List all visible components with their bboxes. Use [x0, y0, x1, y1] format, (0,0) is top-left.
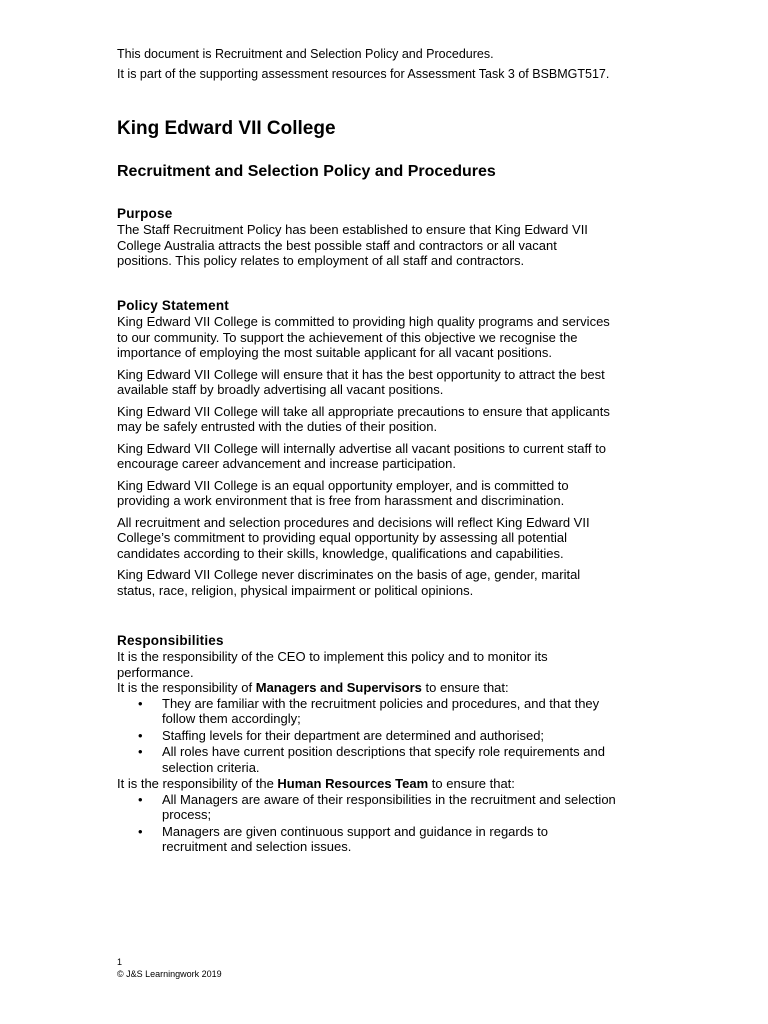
policy-paragraph [117, 367, 657, 398]
policy-line: All recruitment and selection procedures and decisions will reflect King Edward VII [117, 514, 590, 530]
policy-line: College’s commitment to providing equal opportunity by assessing all potential [117, 530, 567, 545]
policy-paragraph [117, 478, 657, 509]
list-item-line: All Managers are aware of their responsibilities in the recruitment and selection [162, 791, 616, 807]
policy-line: may be safely entrusted with the duties of their position. [117, 419, 438, 434]
bullet: • [138, 791, 143, 807]
bullet: • [138, 744, 143, 759]
hr-intro [117, 776, 657, 792]
purpose-paragraph [117, 222, 657, 269]
managers-suffix: to ensure that: [421, 680, 509, 695]
list-item [138, 791, 657, 823]
purpose-heading: Purpose [117, 206, 173, 221]
hr-role: Human Resources Team [277, 776, 429, 791]
policy-paragraph [117, 567, 657, 598]
policy-line: King Edward VII College never discriminates on the basis of age, gender, marital [117, 567, 581, 582]
policy-line: King Edward VII College is an equal opportunity employer, and is committed to [117, 477, 569, 493]
policy-paragraph [117, 314, 657, 361]
policy-line: available staff by broadly advertising all vacant positions. [117, 382, 444, 397]
policy-paragraph [117, 515, 657, 562]
list-item-line: follow them accordingly; [162, 711, 301, 726]
responsibilities-section [117, 633, 657, 856]
list-item-line: recruitment and selection issues. [162, 839, 352, 854]
ceo-line: It is the responsibility of the CEO to implement this policy and to monitor its [117, 649, 548, 664]
hr-prefix: It is the responsibility of the [117, 776, 278, 791]
purpose-section [117, 206, 657, 269]
document-title: Recruitment and Selection Policy and Procedures [117, 163, 496, 180]
policy-line: candidates according to their skills, knowledge, qualifications and capabilities. [117, 545, 564, 561]
policy-line: King Edward VII College will take all appropriate precautions to ensure that applicants [117, 403, 610, 419]
college-name: King Edward VII College [117, 118, 336, 139]
list-item [138, 695, 657, 727]
policy-line: encourage career advancement and increase participation. [117, 456, 456, 471]
policy-paragraph [117, 441, 657, 472]
intro-line-2: It is part of the supporting assessment resources for Assessment Task 3 of BSBMGT517. [117, 67, 610, 81]
intro-note [117, 44, 609, 84]
copyright-notice: © J&S Learningwork 2019 [117, 969, 222, 979]
list-item-line: Managers are given continuous support and guidance in regards to [162, 823, 548, 839]
policy-line: to our community. To support the achievement of this objective we recognise the [117, 329, 578, 345]
policy-line: status, race, religion, physical impairment or political opinions. [117, 582, 474, 598]
hr-list [117, 792, 657, 855]
managers-prefix: It is the responsibility of [117, 680, 256, 695]
list-item-line: All roles have current position descriptions that specify role requirements and [162, 744, 605, 759]
hr-suffix: to ensure that: [428, 776, 515, 791]
bullet: • [138, 823, 143, 839]
responsibilities-heading: Responsibilities [117, 633, 224, 648]
list-item [138, 823, 657, 855]
policy-line: King Edward VII College is committed to providing high quality programs and services [117, 314, 610, 329]
policy-line: King Edward VII College will ensure that it has the best opportunity to attract the best [117, 366, 605, 382]
policy-statement-section [117, 298, 657, 604]
list-item-line: They are familiar with the recruitment policies and procedures, and that they [162, 695, 600, 711]
managers-list [117, 696, 657, 776]
bullet: • [138, 695, 143, 711]
list-item-line: selection criteria. [162, 759, 260, 775]
bullet: • [138, 727, 143, 743]
policy-statement-heading: Policy Statement [117, 298, 229, 313]
list-item-line: process; [162, 807, 212, 822]
purpose-line: The Staff Recruitment Policy has been established to ensure that King Edward VII [117, 222, 588, 237]
ceo-line: performance. [117, 664, 194, 680]
page-footer [117, 956, 222, 980]
managers-role: Managers and Supervisors [255, 680, 422, 695]
policy-line: King Edward VII College will internally advertise all vacant positions to current staff to [117, 440, 606, 456]
list-item [138, 727, 657, 744]
purpose-line: positions. This policy relates to employment of all staff and contractors. [117, 253, 525, 268]
page-number: 1 [117, 957, 123, 967]
managers-intro [117, 680, 657, 696]
list-item-line: Staffing levels for their department are determined and authorised; [162, 727, 545, 743]
purpose-line: College Australia attracts the best possible staff and contractors or all vacant [117, 237, 557, 253]
policy-paragraph [117, 404, 657, 435]
list-item [138, 744, 657, 775]
policy-line: importance of employing the most suitable applicant for all vacant positions. [117, 345, 553, 360]
policy-line: providing a work environment that is free from harassment and discrimination. [117, 493, 565, 508]
intro-line-1: This document is Recruitment and Selection Policy and Procedures. [117, 47, 494, 61]
